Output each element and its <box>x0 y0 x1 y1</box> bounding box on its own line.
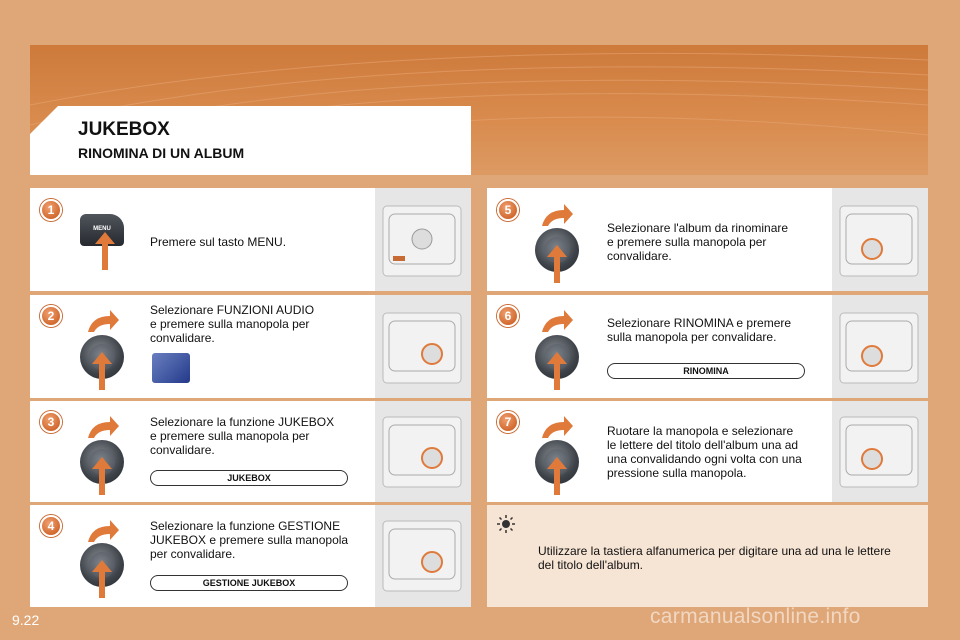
press-arrow-icon <box>92 352 112 390</box>
press-arrow-icon <box>92 457 112 495</box>
step-badge-6: 6 <box>497 305 519 327</box>
radio-device-image <box>832 188 928 291</box>
rotate-arrow-icon <box>540 308 574 334</box>
rotate-arrow-icon <box>86 308 120 334</box>
rotate-arrow-icon <box>86 414 120 440</box>
radio-panel-icon <box>375 401 471 502</box>
press-arrow-icon <box>547 245 567 283</box>
rotate-arrow-icon <box>540 202 574 228</box>
step-badge-4: 4 <box>40 515 62 537</box>
step-text-1: Premere sul tasto MENU. <box>150 235 287 249</box>
rotate-arrow-icon <box>540 414 574 440</box>
radio-device-image <box>375 188 471 291</box>
page-subtitle: RINOMINA DI UN ALBUM <box>78 145 245 161</box>
radio-device-image <box>832 295 928 398</box>
press-arrow-icon <box>92 560 112 598</box>
tip-text: Utilizzare la tastiera alfanumerica per digitare una ad una le lettere del titolo dell'album. <box>538 544 891 572</box>
radio-device-image <box>832 401 928 502</box>
sun-tip-icon <box>497 515 515 533</box>
press-arrow-icon <box>547 457 567 495</box>
menu-option-pill: JUKEBOX <box>150 470 348 486</box>
step-text-2: Selezionare FUNZIONI AUDIO e premere sulla manopola per convalidare. <box>150 303 315 345</box>
step-text-5: Selezionare l'album da rinominare e premere sulla manopola per convalidare. <box>607 221 789 263</box>
radio-panel-icon <box>375 188 471 291</box>
radio-panel-icon <box>832 401 928 502</box>
radio-panel-icon <box>832 188 928 291</box>
press-arrow-icon <box>95 232 115 270</box>
step-text-6: Selezionare RINOMINA e premere sulla manopola per convalidare. <box>607 316 792 344</box>
step-badge-3: 3 <box>40 411 62 433</box>
step-badge-1: 1 <box>40 199 62 221</box>
step-badge-2: 2 <box>40 305 62 327</box>
audio-functions-icon <box>152 353 190 383</box>
step-text-7: Ruotare la manopola e selezionare le lettere del titolo dell'album una ad una convalidando ogni volta con una pressione sulla manopola. <box>607 424 802 480</box>
radio-panel-icon <box>832 295 928 398</box>
page-number: 9.22 <box>12 612 40 628</box>
page-title: JUKEBOX <box>78 119 170 140</box>
radio-device-image <box>375 401 471 502</box>
menu-key-icon: MENU <box>80 214 124 246</box>
radio-device-image <box>375 295 471 398</box>
step-text-3: Selezionare la funzione JUKEBOX e premere sulla manopola per convalidare. <box>150 415 335 457</box>
step-text-4: Selezionare la funzione GESTIONE JUKEBOX e premere sulla manopola per convalidare. <box>150 519 349 561</box>
rotate-arrow-icon <box>86 518 120 544</box>
menu-option-pill: GESTIONE JUKEBOX <box>150 575 348 591</box>
radio-panel-icon <box>375 295 471 398</box>
menu-option-pill: RINOMINA <box>607 363 805 379</box>
step-badge-5: 5 <box>497 199 519 221</box>
radio-device-image <box>375 505 471 607</box>
radio-panel-icon <box>375 505 471 607</box>
watermark: carmanualsonline.info <box>650 605 861 628</box>
press-arrow-icon <box>547 352 567 390</box>
step-badge-7: 7 <box>497 411 519 433</box>
